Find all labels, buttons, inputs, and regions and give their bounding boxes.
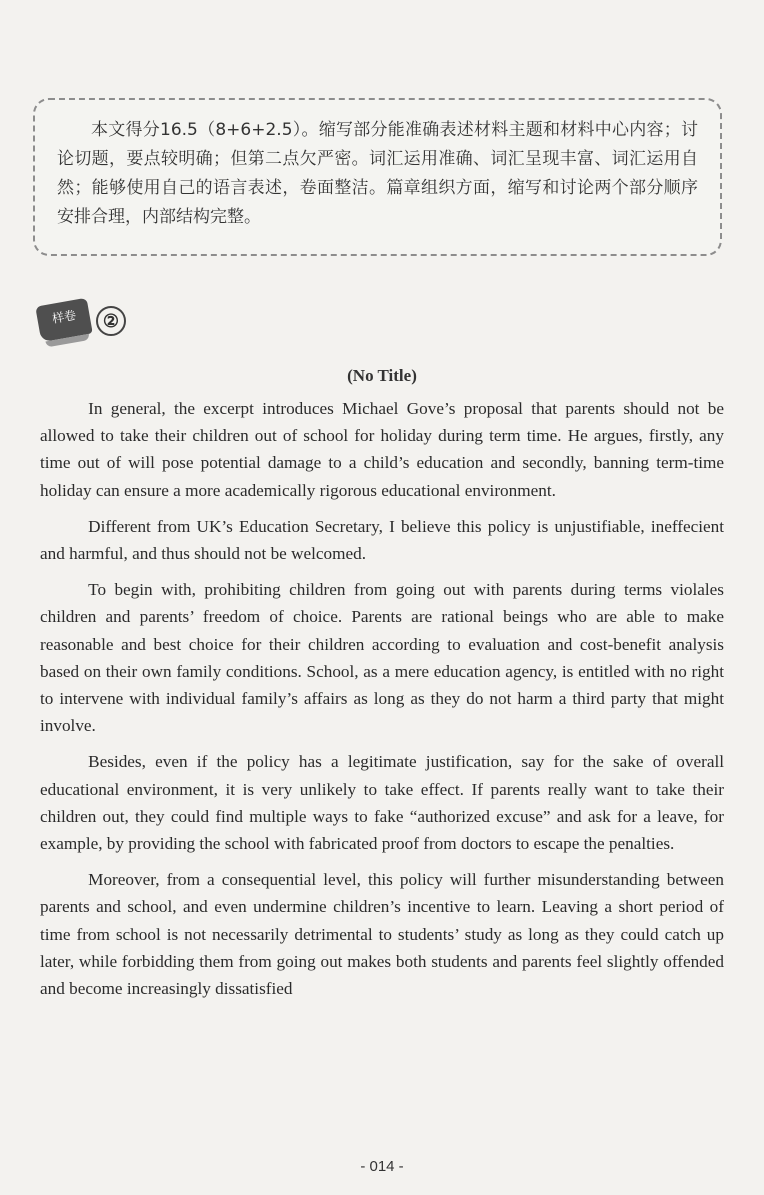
essay-paragraph: To begin with, prohibiting children from going out with parents during terms violales children and parents’ freedom of choice. Parents are rational beings who are able to make reasonable and best choice for their children according to evaluation and cost-benefit analysis based on their own family conditions. School, as a mere education agency, is entitled with no right to intervene with individual family’s affairs as long as they do not harm a third party that might involve.: [40, 580, 724, 736]
score-comment-box: [33, 98, 722, 256]
score-comment-text: 本文得分16.5（8+6+2.5）。缩写部分能准确表述材料主题和材料中心内容；讨论切题，要点较明确；但第二点欠严密。词汇运用准确、词汇呈现丰富、词汇运用自然；能够使用自己的语言表述，卷面整洁。篇章组织方面，缩写和讨论两个部分顺序安排合理，内部结构完整。: [57, 120, 698, 227]
sample-badge: [38, 300, 138, 344]
sample-number: ②: [96, 306, 126, 336]
essay-paragraph: In general, the excerpt introduces Michael Gove’s proposal that parents should not be allowed to take their children out of school for holiday during term time. He argues, firstly, any time out of will pose potential damage to a child’s education and secondly, banning term-time holiday can ensure a more academically rigorous educational environment.: [40, 399, 724, 500]
essay-paragraph: Besides, even if the policy has a legitimate justification, say for the sake of overall educational environment, it is very unlikely to take effect. If parents really want to take their children out, they could find multiple ways to fake “authorized excuse” and ask for a leave, for example, by providing the school with fabricated proof from doctors to escape the penalties.: [40, 752, 724, 854]
page-number: - 014 -: [360, 1158, 404, 1175]
sample-badge-label: 样卷: [51, 308, 78, 326]
essay-paragraph: Moreover, from a consequential level, this policy will further misunderstanding between parents and school, and even undermine children’s incentive to learn. Leaving a short period of time from school is not necessarily detrimental to students’ study as long as they could catch up later, while forbidding them from going out makes both students and parents feel slightly offended and become increasingly dissatisfied: [40, 870, 724, 999]
essay-body: [40, 395, 724, 1011]
essay-paragraph: Different from UK’s Education Secretary, I believe this policy is unjustifiable, ineffecient and harmful, and thus should not be welcomed.: [40, 516, 724, 564]
essay-title: (No Title): [347, 366, 417, 385]
